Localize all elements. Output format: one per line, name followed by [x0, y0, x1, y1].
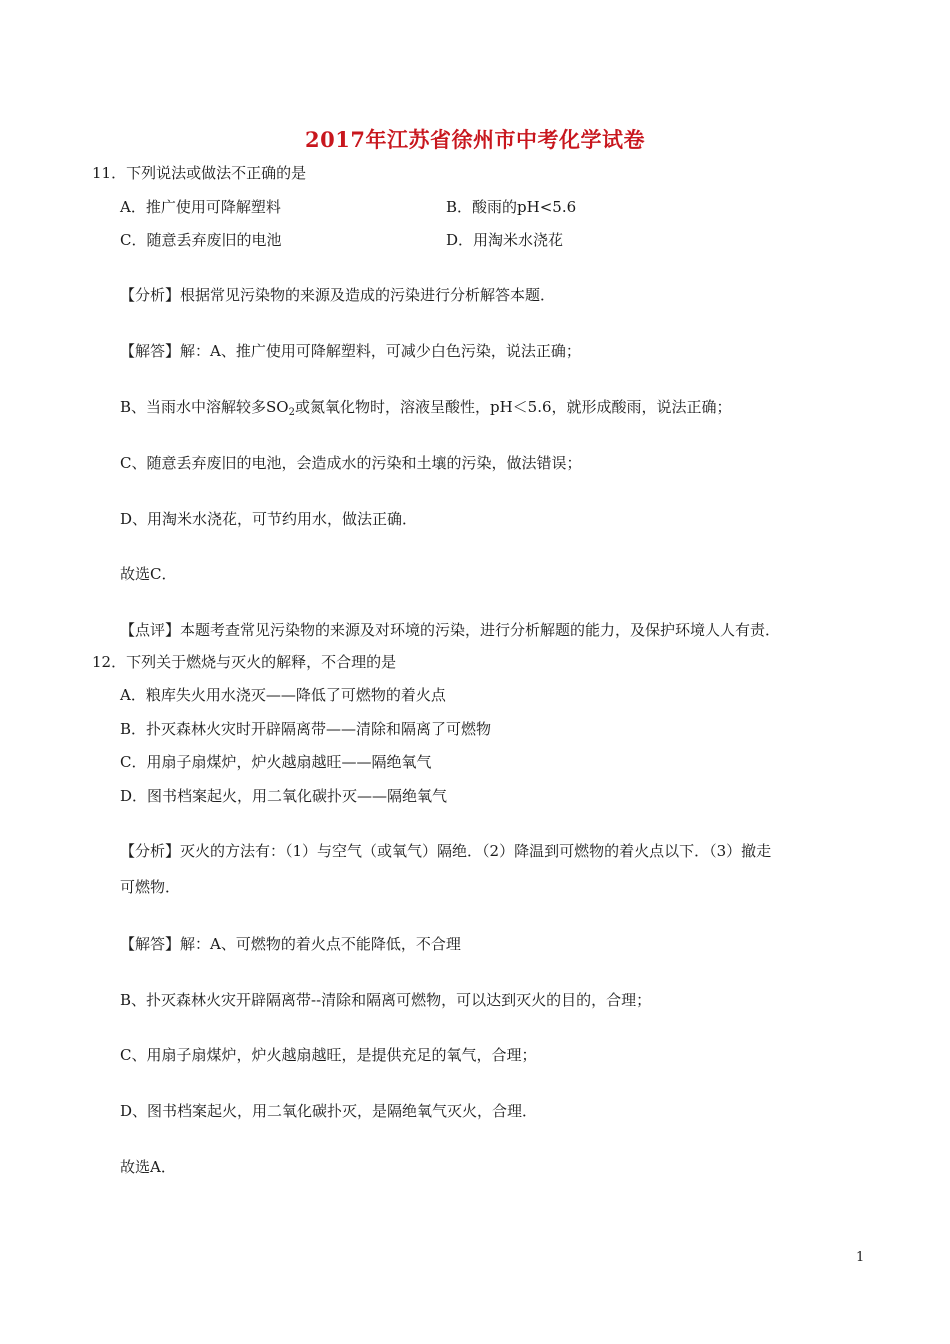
- q12-answer-b: B、扑灭森林火灾开辟隔离带--清除和隔离可燃物，可以达到灭火的目的，合理；: [120, 991, 652, 1009]
- q11-answer-b-post: 或氮氧化物时，溶液呈酸性，pH＜5.6，就形成酸雨，说法正确；: [294, 398, 732, 416]
- q12-answer-c: C、用扇子扇煤炉，炉火越扇越旺，是提供充足的氧气，合理；: [120, 1046, 537, 1064]
- q12-analysis-line2: 可燃物．: [120, 878, 181, 896]
- q12-stem: 12．下列关于燃烧与灭火的解释，不合理的是: [92, 653, 397, 671]
- q11-option-a: A．推广使用可降解塑料: [120, 198, 281, 216]
- q11-analysis: 【分析】根据常见污染物的来源及造成的污染进行分析解答本题．: [120, 286, 556, 304]
- page-title: 2017年江苏省徐州市中考化学试卷: [305, 127, 645, 152]
- q12-answer-a: 【解答】解：A、可燃物的着火点不能降低，不合理: [120, 935, 461, 953]
- q11-option-b: B．酸雨的pH<5.6: [446, 198, 577, 216]
- q11-choice: 故选C．: [120, 565, 177, 583]
- q12-analysis-line1: 【分析】灭火的方法有：（1）与空气（或氧气）隔绝．（2）降温到可燃物的着火点以下．（3）撤走: [120, 842, 772, 860]
- q12-option-b: B．扑灭森林火灾时开辟隔离带——清除和隔离了可燃物: [120, 720, 492, 738]
- q12-option-d: D．图书档案起火，用二氧化碳扑灭——隔绝氧气: [120, 787, 448, 805]
- q11-comment: 【点评】本题考查常见污染物的来源及对环境的污染，进行分析解题的能力，及保护环境人人有责．: [120, 621, 781, 639]
- q11-answer-b-pre: B、当雨水中溶解较多SO: [120, 398, 289, 416]
- q11-answer-b: [120, 397, 732, 417]
- q11-answer-a: 【解答】解：A、推广使用可降解塑料，可减少白色污染，说法正确；: [120, 342, 581, 360]
- q12-option-a: A．粮库失火用水浇灭——降低了可燃物的着火点: [120, 686, 446, 704]
- page-number: 1: [856, 1250, 865, 1265]
- q11-answer-b-subscript: 2: [288, 407, 295, 418]
- q11-answer-d: D、用淘米水浇花，可节约用水，做法正确．: [120, 510, 418, 528]
- q11-answer-c: C、随意丢弃废旧的电池，会造成水的污染和土壤的污染，做法错误；: [120, 454, 582, 472]
- q12-answer-d: D、图书档案起火，用二氧化碳扑灭，是隔绝氧气灭火，合理．: [120, 1102, 538, 1120]
- q11-stem: 11．下列说法或做法不正确的是: [92, 164, 307, 182]
- q11-option-d: D．用淘米水浇花: [446, 231, 564, 249]
- q11-option-c: C．随意丢弃废旧的电池: [120, 231, 282, 249]
- q12-choice: 故选A．: [120, 1158, 176, 1176]
- q12-option-c: C．用扇子扇煤炉，炉火越扇越旺——隔绝氧气: [120, 753, 432, 771]
